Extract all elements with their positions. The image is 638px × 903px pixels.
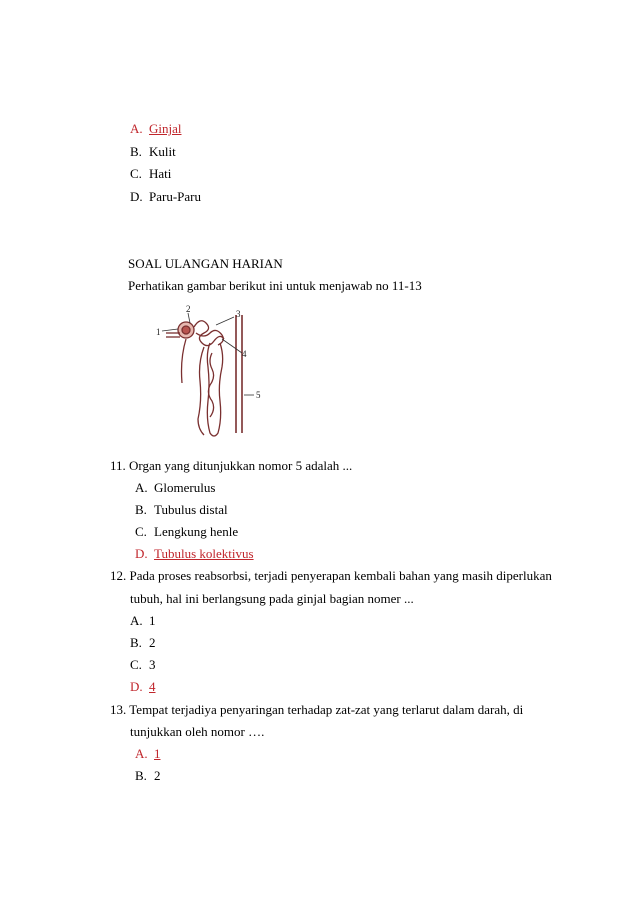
- option-text: 2: [149, 635, 156, 650]
- diagram-label-4: 4: [242, 349, 247, 359]
- option-letter: C.: [130, 657, 142, 672]
- top-option-c: [130, 166, 171, 182]
- question-text: Tempat terjadiya penyaringan terhadap zat-zat yang terlarut dalam darah, di: [129, 702, 524, 717]
- option-text: Kulit: [149, 144, 176, 159]
- question-13-stem: [110, 702, 523, 718]
- option-text: Ginjal: [149, 121, 182, 136]
- option-letter: B.: [130, 635, 142, 650]
- option-letter: A.: [135, 746, 148, 761]
- q12-option-d: [130, 679, 156, 695]
- option-text: Tubulus kolektivus: [154, 546, 254, 561]
- q13-option-a: [135, 746, 161, 762]
- option-text: Glomerulus: [154, 480, 216, 495]
- question-text: Organ yang ditunjukkan nomor 5 adalah ...: [129, 458, 353, 473]
- q12-option-c: [130, 657, 156, 673]
- option-letter: D.: [130, 679, 143, 694]
- question-12-stem: [110, 568, 552, 584]
- top-option-b: [130, 144, 176, 160]
- question-number: 13.: [110, 702, 127, 717]
- diagram-label-5: 5: [256, 390, 261, 400]
- option-text: 4: [149, 679, 156, 694]
- diagram-label-2: 2: [186, 304, 191, 314]
- option-text: Hati: [149, 166, 172, 181]
- top-option-a: [130, 121, 182, 137]
- question-12-stem-line-2: tubuh, hal ini berlangsung pada ginjal bagian nomer ...: [130, 591, 414, 606]
- question-number: 11.: [110, 458, 126, 473]
- option-text: Paru-Paru: [149, 189, 201, 204]
- nephron-diagram: [152, 303, 264, 441]
- q11-option-c: [135, 524, 238, 540]
- option-text: Lengkung henle: [154, 524, 239, 539]
- nephron-illustration: [152, 303, 264, 441]
- option-letter: B.: [130, 144, 142, 159]
- section-instruction: Perhatikan gambar berikut ini untuk menjawab no 11-13: [128, 278, 422, 293]
- q13-option-b: [135, 768, 161, 784]
- option-letter: D.: [135, 546, 148, 561]
- top-option-d: [130, 189, 201, 205]
- option-letter: B.: [135, 502, 147, 517]
- option-letter: A.: [135, 480, 148, 495]
- section-title: SOAL ULANGAN HARIAN: [128, 256, 283, 271]
- q12-option-a: [130, 613, 156, 629]
- q11-option-a: [135, 480, 215, 496]
- option-letter: A.: [130, 121, 143, 136]
- option-text: 1: [149, 613, 156, 628]
- q11-option-d: [135, 546, 254, 562]
- option-letter: D.: [130, 189, 143, 204]
- option-text: 1: [154, 746, 161, 761]
- option-letter: C.: [130, 166, 142, 181]
- question-number: 12.: [110, 568, 127, 583]
- option-letter: C.: [135, 524, 147, 539]
- diagram-label-3: 3: [236, 309, 241, 319]
- option-letter: B.: [135, 768, 147, 783]
- option-text: 2: [154, 768, 161, 783]
- option-text: 3: [149, 657, 156, 672]
- question-11-stem: [110, 458, 352, 474]
- option-text: Tubulus distal: [154, 502, 228, 517]
- question-13-stem-line-2: tunjukkan oleh nomor ….: [130, 724, 265, 739]
- diagram-label-1: 1: [156, 327, 161, 337]
- q11-option-b: [135, 502, 228, 518]
- option-letter: A.: [130, 613, 143, 628]
- question-text: Pada proses reabsorbsi, terjadi penyerapan kembali bahan yang masih diperlukan: [129, 568, 552, 583]
- q12-option-b: [130, 635, 156, 651]
